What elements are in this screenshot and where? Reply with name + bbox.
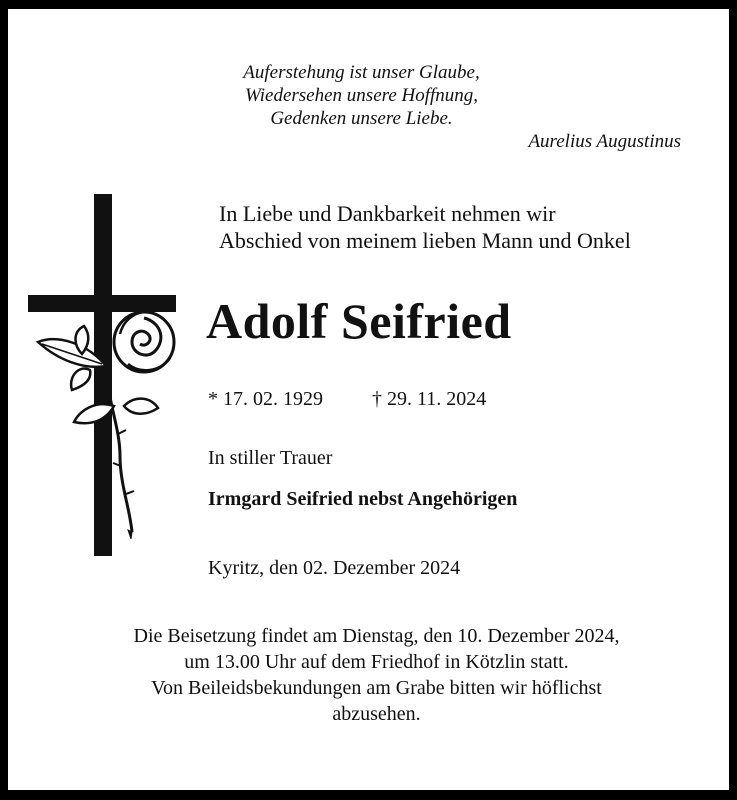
place-and-date: Kyritz, den 02. Dezember 2024	[208, 557, 461, 579]
quote-author: Aurelius Augustinus	[528, 131, 681, 152]
mourning-phrase: In stiller Trauer	[208, 447, 333, 469]
intro-line: Abschied von meinem lieben Mann und Onkel	[219, 228, 631, 253]
quote-line: Gedenken unsere Liebe.	[270, 108, 453, 129]
cross-with-rose-icon	[28, 194, 188, 564]
deceased-name: Adolf Seifried	[206, 293, 512, 349]
intro-text	[219, 200, 631, 254]
funeral-line: um 13.00 Uhr auf dem Friedhof in Kötzlin statt.	[184, 651, 569, 673]
funeral-line: abzusehen.	[332, 703, 421, 725]
quote-line: Wiedersehen unsere Hoffnung,	[244, 85, 479, 106]
funeral-line: Von Beileidsbekundungen am Grabe bitten wir höflichst	[151, 677, 602, 699]
mourners-names: Irmgard Seifried nebst Angehörigen	[208, 488, 518, 510]
death-date: † 29. 11. 2024	[372, 388, 487, 410]
life-dates	[208, 388, 486, 411]
cross-icon	[28, 194, 176, 556]
quote-block	[8, 61, 737, 153]
funeral-notice	[8, 623, 737, 727]
quote-line: Auferstehung ist unser Glaube,	[243, 62, 480, 83]
funeral-line: Die Beisetzung findet am Dienstag, den 10. Dezember 2024,	[133, 625, 620, 647]
intro-line: In Liebe und Dankbarkeit nehmen wir	[219, 201, 556, 226]
birth-date: * 17. 02. 1929	[208, 388, 323, 410]
